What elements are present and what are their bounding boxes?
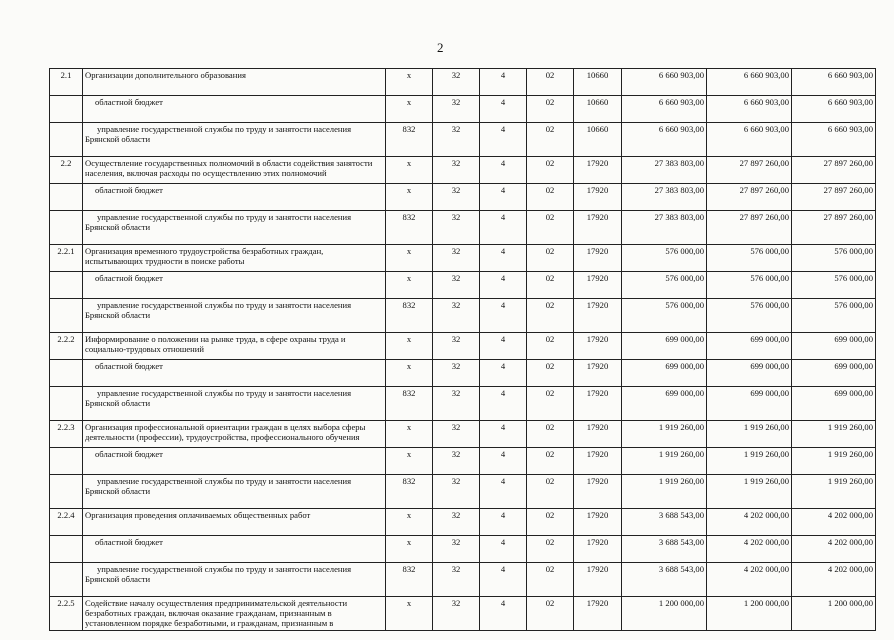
table-row — [50, 157, 876, 184]
subprogram-code-cell: 4 — [480, 333, 527, 360]
row-number-cell — [50, 360, 83, 387]
row-number-cell — [50, 272, 83, 299]
amount-year1-cell: 576 000,00 — [622, 272, 707, 299]
row-name-cell: управление государственной службы по труду и занятости населения Брянской области — [83, 387, 386, 421]
subprogram-code-cell: 4 — [480, 360, 527, 387]
amount-year3-cell: 699 000,00 — [792, 333, 876, 360]
row-name-cell: управление государственной службы по труду и занятости населения Брянской области — [83, 563, 386, 597]
amount-year3-cell: 1 919 260,00 — [792, 421, 876, 448]
table-row — [50, 421, 876, 448]
grbs-code-cell: x — [386, 184, 433, 211]
amount-year3-cell: 4 202 000,00 — [792, 563, 876, 597]
direction-code-cell: 17920 — [574, 184, 622, 211]
row-number-cell — [50, 536, 83, 563]
table-row — [50, 245, 876, 272]
subprogram-code-cell: 4 — [480, 184, 527, 211]
amount-year2-cell: 699 000,00 — [707, 333, 792, 360]
subprogram-code-cell: 4 — [480, 69, 527, 96]
row-number-cell: 2.2.4 — [50, 509, 83, 536]
amount-year1-cell: 1 200 000,00 — [622, 597, 707, 631]
amount-year2-cell: 576 000,00 — [707, 245, 792, 272]
program-code-cell: 32 — [433, 123, 480, 157]
amount-year2-cell: 699 000,00 — [707, 360, 792, 387]
subprogram-code-cell: 4 — [480, 387, 527, 421]
amount-year1-cell: 27 383 803,00 — [622, 184, 707, 211]
amount-year1-cell: 576 000,00 — [622, 245, 707, 272]
amount-year3-cell: 576 000,00 — [792, 272, 876, 299]
direction-code-cell: 17920 — [574, 448, 622, 475]
program-code-cell: 32 — [433, 475, 480, 509]
amount-year3-cell: 4 202 000,00 — [792, 509, 876, 536]
amount-year1-cell: 1 919 260,00 — [622, 421, 707, 448]
row-name-cell: Организация временного трудоустройства безработных граждан, испытывающих трудности в поиске работы — [83, 245, 386, 272]
row-name-cell: областной бюджет — [83, 448, 386, 475]
program-code-cell: 32 — [433, 387, 480, 421]
grbs-code-cell: x — [386, 597, 433, 631]
amount-year3-cell: 27 897 260,00 — [792, 157, 876, 184]
budget-table — [49, 68, 876, 631]
main-activity-code-cell: 02 — [527, 245, 574, 272]
row-name-cell: Организации дополнительного образования — [83, 69, 386, 96]
grbs-code-cell: x — [386, 333, 433, 360]
direction-code-cell: 17920 — [574, 421, 622, 448]
amount-year2-cell: 576 000,00 — [707, 299, 792, 333]
amount-year3-cell: 4 202 000,00 — [792, 536, 876, 563]
amount-year3-cell: 699 000,00 — [792, 387, 876, 421]
table-row — [50, 184, 876, 211]
table-row — [50, 360, 876, 387]
table-row — [50, 597, 876, 631]
amount-year1-cell: 1 919 260,00 — [622, 475, 707, 509]
direction-code-cell: 17920 — [574, 272, 622, 299]
amount-year2-cell: 1 200 000,00 — [707, 597, 792, 631]
main-activity-code-cell: 02 — [527, 211, 574, 245]
amount-year1-cell: 6 660 903,00 — [622, 123, 707, 157]
program-code-cell: 32 — [433, 184, 480, 211]
row-name-cell: областной бюджет — [83, 536, 386, 563]
subprogram-code-cell: 4 — [480, 157, 527, 184]
grbs-code-cell: 832 — [386, 299, 433, 333]
row-name-cell: областной бюджет — [83, 184, 386, 211]
amount-year1-cell: 1 919 260,00 — [622, 448, 707, 475]
amount-year2-cell: 1 919 260,00 — [707, 475, 792, 509]
direction-code-cell: 17920 — [574, 563, 622, 597]
program-code-cell: 32 — [433, 245, 480, 272]
main-activity-code-cell: 02 — [527, 536, 574, 563]
main-activity-code-cell: 02 — [527, 272, 574, 299]
main-activity-code-cell: 02 — [527, 360, 574, 387]
direction-code-cell: 17920 — [574, 597, 622, 631]
row-number-cell — [50, 211, 83, 245]
amount-year1-cell: 27 383 803,00 — [622, 157, 707, 184]
program-code-cell: 32 — [433, 509, 480, 536]
grbs-code-cell: 832 — [386, 387, 433, 421]
row-number-cell: 2.2 — [50, 157, 83, 184]
main-activity-code-cell: 02 — [527, 96, 574, 123]
program-code-cell: 32 — [433, 421, 480, 448]
amount-year3-cell: 576 000,00 — [792, 245, 876, 272]
grbs-code-cell: x — [386, 245, 433, 272]
grbs-code-cell: 832 — [386, 211, 433, 245]
main-activity-code-cell: 02 — [527, 333, 574, 360]
amount-year3-cell: 6 660 903,00 — [792, 96, 876, 123]
row-name-cell: управление государственной службы по труду и занятости населения Брянской области — [83, 211, 386, 245]
direction-code-cell: 17920 — [574, 475, 622, 509]
subprogram-code-cell: 4 — [480, 509, 527, 536]
amount-year2-cell: 1 919 260,00 — [707, 448, 792, 475]
program-code-cell: 32 — [433, 448, 480, 475]
amount-year2-cell: 27 897 260,00 — [707, 157, 792, 184]
table-row — [50, 333, 876, 360]
table-row — [50, 299, 876, 333]
grbs-code-cell: 832 — [386, 475, 433, 509]
amount-year2-cell: 4 202 000,00 — [707, 563, 792, 597]
main-activity-code-cell: 02 — [527, 421, 574, 448]
direction-code-cell: 17920 — [574, 245, 622, 272]
table-row — [50, 536, 876, 563]
subprogram-code-cell: 4 — [480, 272, 527, 299]
direction-code-cell: 10660 — [574, 69, 622, 96]
amount-year3-cell: 1 200 000,00 — [792, 597, 876, 631]
row-number-cell — [50, 475, 83, 509]
main-activity-code-cell: 02 — [527, 597, 574, 631]
amount-year3-cell: 1 919 260,00 — [792, 448, 876, 475]
subprogram-code-cell: 4 — [480, 563, 527, 597]
table-row — [50, 475, 876, 509]
program-code-cell: 32 — [433, 360, 480, 387]
direction-code-cell: 17920 — [574, 157, 622, 184]
subprogram-code-cell: 4 — [480, 597, 527, 631]
row-number-cell — [50, 563, 83, 597]
row-number-cell — [50, 96, 83, 123]
subprogram-code-cell: 4 — [480, 421, 527, 448]
main-activity-code-cell: 02 — [527, 387, 574, 421]
program-code-cell: 32 — [433, 96, 480, 123]
row-name-cell: областной бюджет — [83, 360, 386, 387]
program-code-cell: 32 — [433, 211, 480, 245]
grbs-code-cell: 832 — [386, 563, 433, 597]
amount-year2-cell: 6 660 903,00 — [707, 96, 792, 123]
main-activity-code-cell: 02 — [527, 184, 574, 211]
row-name-cell: Содействие началу осуществления предпринимательской деятельности безработных граждан, включая оказание гражданам, признанным в установленном порядке безработными, и гражданам, признанным в — [83, 597, 386, 631]
amount-year1-cell: 699 000,00 — [622, 360, 707, 387]
direction-code-cell: 17920 — [574, 333, 622, 360]
program-code-cell: 32 — [433, 69, 480, 96]
row-name-cell: управление государственной службы по труду и занятости населения Брянской области — [83, 299, 386, 333]
amount-year2-cell: 699 000,00 — [707, 387, 792, 421]
main-activity-code-cell: 02 — [527, 448, 574, 475]
amount-year2-cell: 6 660 903,00 — [707, 123, 792, 157]
subprogram-code-cell: 4 — [480, 475, 527, 509]
amount-year1-cell: 576 000,00 — [622, 299, 707, 333]
amount-year3-cell: 6 660 903,00 — [792, 123, 876, 157]
amount-year1-cell: 6 660 903,00 — [622, 96, 707, 123]
grbs-code-cell: x — [386, 360, 433, 387]
main-activity-code-cell: 02 — [527, 563, 574, 597]
main-activity-code-cell: 02 — [527, 475, 574, 509]
subprogram-code-cell: 4 — [480, 448, 527, 475]
program-code-cell: 32 — [433, 299, 480, 333]
grbs-code-cell: x — [386, 157, 433, 184]
row-name-cell: Осуществление государственных полномочий в области содействия занятости населения, включая расходы по осуществлению этих полномочий — [83, 157, 386, 184]
table-body — [50, 69, 876, 631]
grbs-code-cell: 832 — [386, 123, 433, 157]
row-number-cell — [50, 387, 83, 421]
amount-year1-cell: 699 000,00 — [622, 387, 707, 421]
direction-code-cell: 10660 — [574, 123, 622, 157]
program-code-cell: 32 — [433, 272, 480, 299]
row-number-cell: 2.2.1 — [50, 245, 83, 272]
row-number-cell: 2.2.3 — [50, 421, 83, 448]
amount-year2-cell: 4 202 000,00 — [707, 509, 792, 536]
row-number-cell — [50, 299, 83, 333]
table-row — [50, 387, 876, 421]
row-name-cell: управление государственной службы по труду и занятости населения Брянской области — [83, 475, 386, 509]
amount-year1-cell: 3 688 543,00 — [622, 563, 707, 597]
amount-year2-cell: 4 202 000,00 — [707, 536, 792, 563]
amount-year3-cell: 699 000,00 — [792, 360, 876, 387]
amount-year1-cell: 27 383 803,00 — [622, 211, 707, 245]
grbs-code-cell: x — [386, 536, 433, 563]
main-activity-code-cell: 02 — [527, 299, 574, 333]
amount-year2-cell: 27 897 260,00 — [707, 184, 792, 211]
amount-year3-cell: 576 000,00 — [792, 299, 876, 333]
direction-code-cell: 17920 — [574, 211, 622, 245]
grbs-code-cell: x — [386, 272, 433, 299]
grbs-code-cell: x — [386, 69, 433, 96]
amount-year1-cell: 6 660 903,00 — [622, 69, 707, 96]
amount-year2-cell: 27 897 260,00 — [707, 211, 792, 245]
direction-code-cell: 17920 — [574, 299, 622, 333]
row-number-cell — [50, 448, 83, 475]
amount-year2-cell: 6 660 903,00 — [707, 69, 792, 96]
subprogram-code-cell: 4 — [480, 123, 527, 157]
grbs-code-cell: x — [386, 421, 433, 448]
table-row — [50, 211, 876, 245]
row-number-cell: 2.2.5 — [50, 597, 83, 631]
direction-code-cell: 17920 — [574, 509, 622, 536]
main-activity-code-cell: 02 — [527, 123, 574, 157]
table-row — [50, 123, 876, 157]
amount-year1-cell: 3 688 543,00 — [622, 509, 707, 536]
direction-code-cell: 10660 — [574, 96, 622, 123]
program-code-cell: 32 — [433, 563, 480, 597]
subprogram-code-cell: 4 — [480, 245, 527, 272]
direction-code-cell: 17920 — [574, 360, 622, 387]
main-activity-code-cell: 02 — [527, 509, 574, 536]
direction-code-cell: 17920 — [574, 536, 622, 563]
row-name-cell: областной бюджет — [83, 272, 386, 299]
grbs-code-cell: x — [386, 448, 433, 475]
main-activity-code-cell: 02 — [527, 157, 574, 184]
amount-year3-cell: 1 919 260,00 — [792, 475, 876, 509]
program-code-cell: 32 — [433, 597, 480, 631]
row-name-cell: управление государственной службы по труду и занятости населения Брянской области — [83, 123, 386, 157]
subprogram-code-cell: 4 — [480, 299, 527, 333]
program-code-cell: 32 — [433, 157, 480, 184]
amount-year1-cell: 699 000,00 — [622, 333, 707, 360]
program-code-cell: 32 — [433, 536, 480, 563]
amount-year3-cell: 27 897 260,00 — [792, 184, 876, 211]
row-number-cell — [50, 184, 83, 211]
row-name-cell: Информирование о положении на рынке труда, в сфере охраны труда и социально-трудовых отношений — [83, 333, 386, 360]
table-row — [50, 563, 876, 597]
main-activity-code-cell: 02 — [527, 69, 574, 96]
amount-year1-cell: 3 688 543,00 — [622, 536, 707, 563]
table-row — [50, 448, 876, 475]
program-code-cell: 32 — [433, 333, 480, 360]
amount-year3-cell: 6 660 903,00 — [792, 69, 876, 96]
table-row — [50, 96, 876, 123]
table-row — [50, 69, 876, 96]
row-name-cell: Организация профессиональной ориентации граждан в целях выбора сферы деятельности (профессии), трудоустройства, профессионального обучения — [83, 421, 386, 448]
amount-year3-cell: 27 897 260,00 — [792, 211, 876, 245]
grbs-code-cell: x — [386, 509, 433, 536]
subprogram-code-cell: 4 — [480, 96, 527, 123]
table-row — [50, 509, 876, 536]
table-row — [50, 272, 876, 299]
row-number-cell: 2.1 — [50, 69, 83, 96]
direction-code-cell: 17920 — [574, 387, 622, 421]
row-number-cell: 2.2.2 — [50, 333, 83, 360]
subprogram-code-cell: 4 — [480, 211, 527, 245]
row-number-cell — [50, 123, 83, 157]
amount-year2-cell: 1 919 260,00 — [707, 421, 792, 448]
subprogram-code-cell: 4 — [480, 536, 527, 563]
amount-year2-cell: 576 000,00 — [707, 272, 792, 299]
grbs-code-cell: x — [386, 96, 433, 123]
page-number: 2 — [437, 40, 444, 55]
row-name-cell: Организация проведения оплачиваемых общественных работ — [83, 509, 386, 536]
row-name-cell: областной бюджет — [83, 96, 386, 123]
